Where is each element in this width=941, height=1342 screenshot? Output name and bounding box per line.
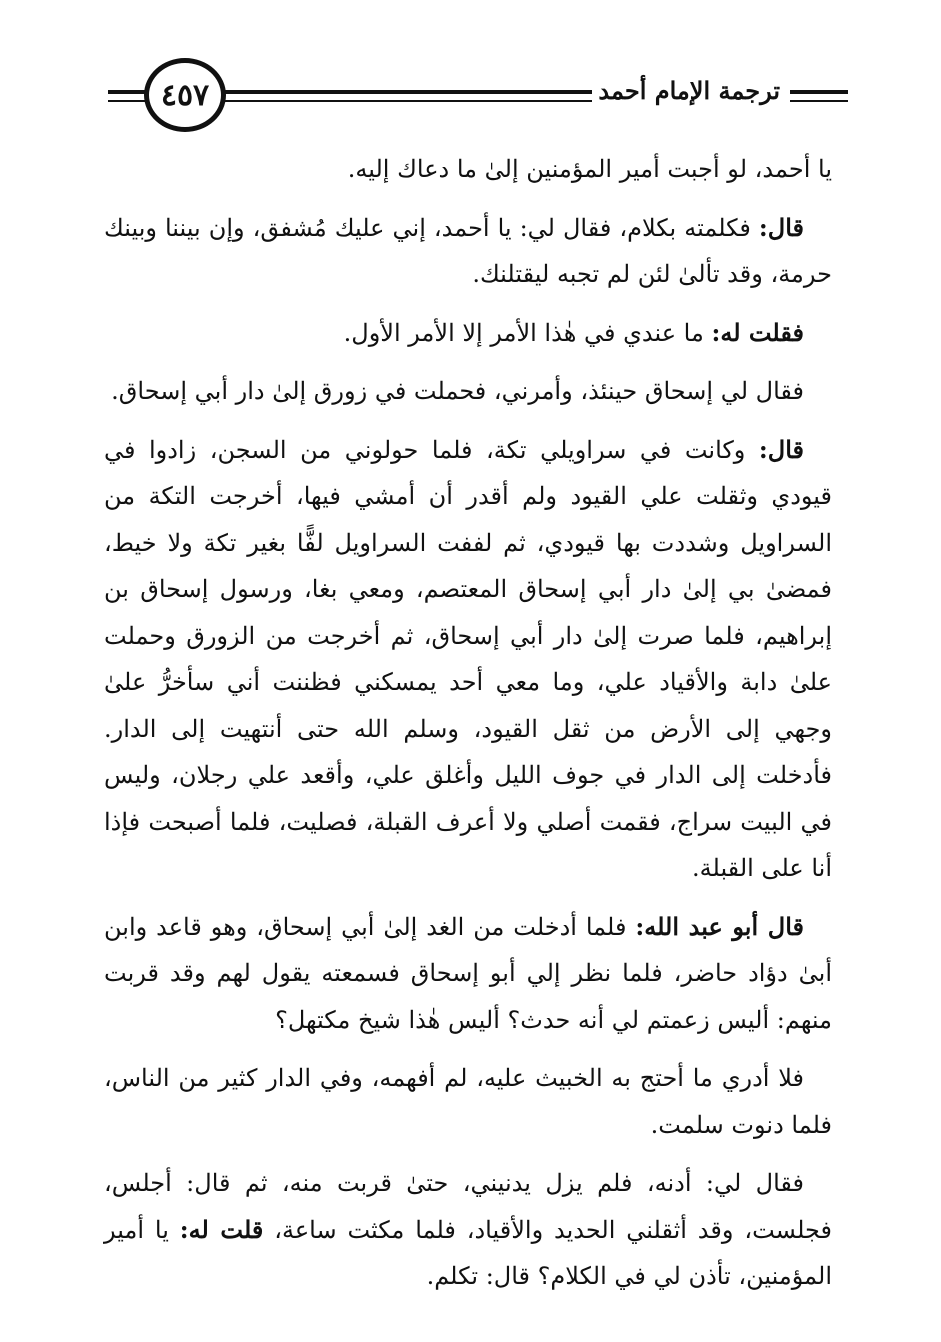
speaker-lead: فقلت له: bbox=[711, 317, 804, 347]
paragraph bbox=[104, 904, 832, 1044]
paragraph-text: يا أحمد، لو أجبت أمير المؤمنين إلىٰ ما دعاك إليه. bbox=[347, 155, 832, 183]
speaker-lead: قال أبو عبد الله: bbox=[635, 911, 804, 941]
page-number-badge bbox=[144, 58, 226, 132]
page-header bbox=[108, 56, 848, 146]
paragraph bbox=[104, 1055, 832, 1148]
paragraph-text: وكانت في سراويلي تكة، فلما حولوني من السجن، زادوا في قيودي وثقلت علي القيود ولم أقدر أن أمشي فيها، أخرجت التكة من السراويل وشددت بها قيودي، ثم لففت السراويل لفًّا بغير تكة ولا خيط، فمضىٰ بي إلىٰ دار أبي إسحاق المعتصم، ومعي بغا، ورسول إسحاق بن إبراهيم، فلما صرت إلىٰ دار أبي إسحاق، ثم أخرجت من الزورق وحملت علىٰ دابة والأقياد علي، وما معي أحد يمسكني فظننت أني سأخرُّ علىٰ وجهي إلى الأرض من ثقل القيود، وسلم الله حتى أنتهيت إلى الدار. فأدخلت إلى الدار في جوف الليل وأغلق علي، وأقعد علي رجلان، وليس في البيت سراج، فقمت أصلي ولا أعرف القبلة، فصليت، فلما أصبحت فإذا أنا على القبلة. bbox=[104, 435, 833, 882]
header-rule-left bbox=[108, 90, 148, 102]
paragraph-text: فقال لي إسحاق حينئذ، وأمرني، فحملت في زورق إلىٰ دار أبي إسحاق. bbox=[111, 377, 804, 405]
header-rule-middle bbox=[224, 90, 632, 102]
paragraph bbox=[104, 1160, 832, 1300]
paragraph bbox=[104, 205, 832, 298]
paragraph-text: فكلمته بكلام، فقال لي: يا أحمد، إني عليك مُشفق، وإن بيننا وبينك حرمة، وقد تألىٰ لئن لم تجبه ليقتلنك. bbox=[104, 213, 832, 288]
paragraph bbox=[104, 146, 832, 193]
paragraph bbox=[104, 368, 832, 415]
speaker-lead: قال: bbox=[758, 434, 804, 464]
running-title: ترجمة الإمام أحمد bbox=[592, 76, 786, 105]
speaker-lead: قلت له: bbox=[179, 1214, 264, 1244]
page-number: ٤٥٧ bbox=[160, 77, 210, 113]
paragraph-text-tail: يا أمير المؤمنين، تأذن لي في الكلام؟ قال: تكلم. bbox=[104, 1215, 832, 1290]
paragraph-text: ما عندي في هٰذا الأمر إلا الأمر الأول. bbox=[343, 318, 712, 347]
body-text bbox=[104, 146, 832, 1300]
paragraph-text: فلما أدخلت من الغد إلىٰ أبي إسحاق، وهو قاعد وابن أبىٰ دؤاد حاضر، فلما نظر إلي أبو إسحاق فسمعته يقول لهم وقد قربت منهم: أليس زعمتم لي أنه حدث؟ أليس هٰذا شيخ مكتهل؟ bbox=[104, 912, 832, 1034]
speaker-lead: قال: bbox=[758, 212, 804, 242]
paragraph-text: فقال لي: أدنه، فلم يزل يدنيني، حتىٰ قربت منه، ثم قال: أجلس، فجلست، وقد أثقلني الحديد والأقياد، فلما مكثت ساعة، bbox=[104, 1169, 832, 1244]
paragraph bbox=[104, 310, 832, 357]
header-rule-right bbox=[790, 90, 848, 102]
paragraph-text: فلا أدري ما أحتج به الخبيث عليه، لم أفهمه، وفي الدار كثير من الناس، فلما دنوت سلمت. bbox=[104, 1064, 832, 1139]
paragraph bbox=[104, 427, 832, 892]
